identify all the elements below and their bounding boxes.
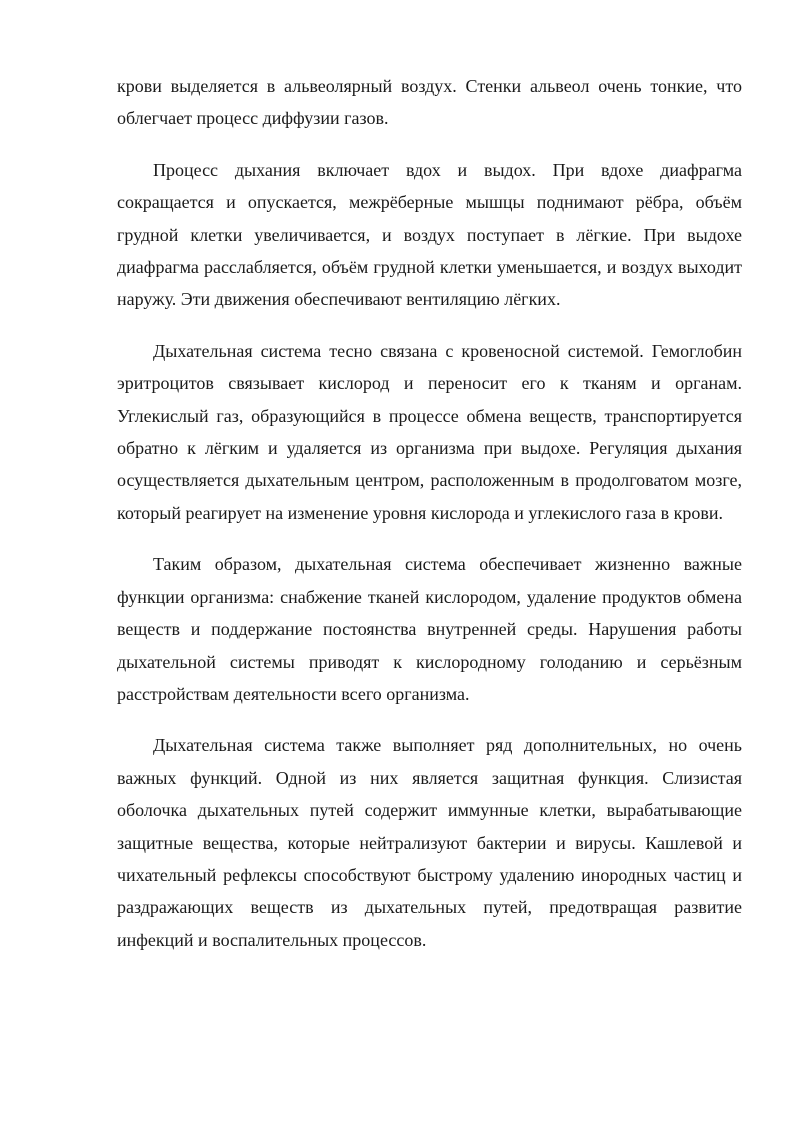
paragraph-breathing-process: Процесс дыхания включает вдох и выдох. При вдохе диафрагма сокращается и опускается, межрёберные мышцы поднимают рёбра, объём грудной клетки увеличивается, и воздух поступает в лёгкие. При выдохе диафрагма расслабляется, объём грудной клетки уменьшается, и воздух выходит наружу. Эти движения обеспечивают вентиляцию лёгких.	[117, 159, 742, 310]
paragraph-continuation: крови выделяется в альвеолярный воздух. Стенки альвеол очень тонкие, что облегчает процесс диффузии газов.	[117, 76, 742, 129]
document-body	[117, 70, 742, 975]
paragraph-additional-functions: Дыхательная система также выполняет ряд дополнительных, но очень важных функций. Одной из них является защитная функция. Слизистая оболочка дыхательных путей содержит иммунные клетки, вырабатывающие защитные вещества, которые нейтрализуют бактерии и вирусы. Кашлевой и чихательный рефлексы способствуют быстрому удалению инородных частиц и раздражающих веществ из дыхательных путей, предотвращая развитие инфекций и воспалительных процессов.	[117, 735, 742, 950]
paragraph-conclusion: Таким образом, дыхательная система обеспечивает жизненно важные функции организма: снабжение тканей кислородом, удаление продуктов обмена веществ и поддержание постоянства внутренней среды. Нарушения работы дыхательной системы приводят к кислородному голоданию и серьёзным расстройствам деятельности всего организма.	[117, 554, 742, 704]
paragraph-circulatory-link: Дыхательная система тесно связана с кровеносной системой. Гемоглобин эритроцитов связывает кислород и переносит его к тканям и органам. Углекислый газ, образующийся в процессе обмена веществ, транспортируется обратно к лёгким и удаляется из организма при выдохе. Регуляция дыхания осуществляется дыхательным центром, расположенным в продолговатом мозге, который реагирует на изменение уровня кислорода и углекислого газа в крови.	[117, 340, 742, 523]
